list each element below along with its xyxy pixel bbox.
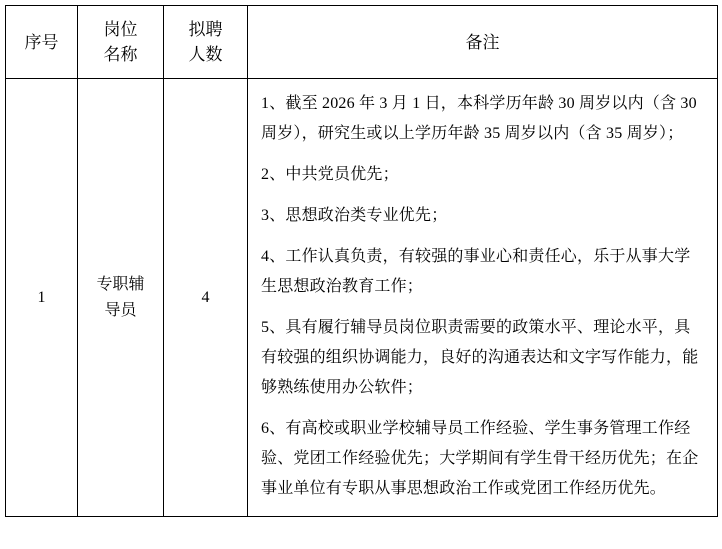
header-post-line-2: 名称 (103, 45, 138, 64)
table-row (6, 79, 718, 517)
job-positions-table (5, 5, 718, 517)
header-cell-seq (6, 6, 78, 79)
header-cell-note (248, 6, 718, 79)
note-item-4: 4、工作认真负责，有较强的事业心和责任心，乐于从事大学生思想政治教育工作； (261, 248, 691, 295)
table-body (6, 79, 718, 517)
header-post-line-1: 岗位 (103, 20, 138, 39)
table-header (6, 6, 718, 79)
header-cell-post (78, 6, 164, 79)
cell-post-name (78, 79, 164, 517)
post-name-line-2: 导员 (104, 301, 137, 319)
table-header-row (6, 6, 718, 79)
post-name-line-1: 专职辅 (96, 275, 145, 293)
cell-headcount: 4 (164, 79, 248, 517)
header-cell-num (164, 6, 248, 79)
header-note-line-1: 备注 (465, 32, 500, 52)
header-seq-line-1: 序号 (24, 32, 59, 52)
note-item-1: 1、截至 2026 年 3 月 1 日，本科学历年龄 30 周岁以内（含 30 周岁），研究生或以上学历年龄 35 周岁以内（含 35 周岁）； (261, 95, 697, 142)
note-item-2: 2、中共党员优先； (261, 166, 399, 183)
document-page (0, 5, 722, 549)
header-num-line-2: 人数 (188, 45, 223, 64)
note-item-3: 3、思想政治类专业优先； (261, 207, 448, 224)
cell-seq: 1 (6, 79, 78, 517)
header-num-line-1: 拟聘 (188, 20, 223, 39)
cell-notes (248, 79, 718, 517)
note-item-6: 6、有高校或职业学校辅导员工作经验、学生事务管理工作经验、党团工作经验优先；大学期间有学生骨干经历优先；在企事业单位有专职从事思想政治工作或党团工作经历优先。 (261, 420, 699, 497)
note-item-5: 5、具有履行辅导员岗位职责需要的政策水平、理论水平，具有较强的组织协调能力，良好的沟通表达和文字写作能力，能够熟练使用办公软件； (261, 319, 699, 396)
